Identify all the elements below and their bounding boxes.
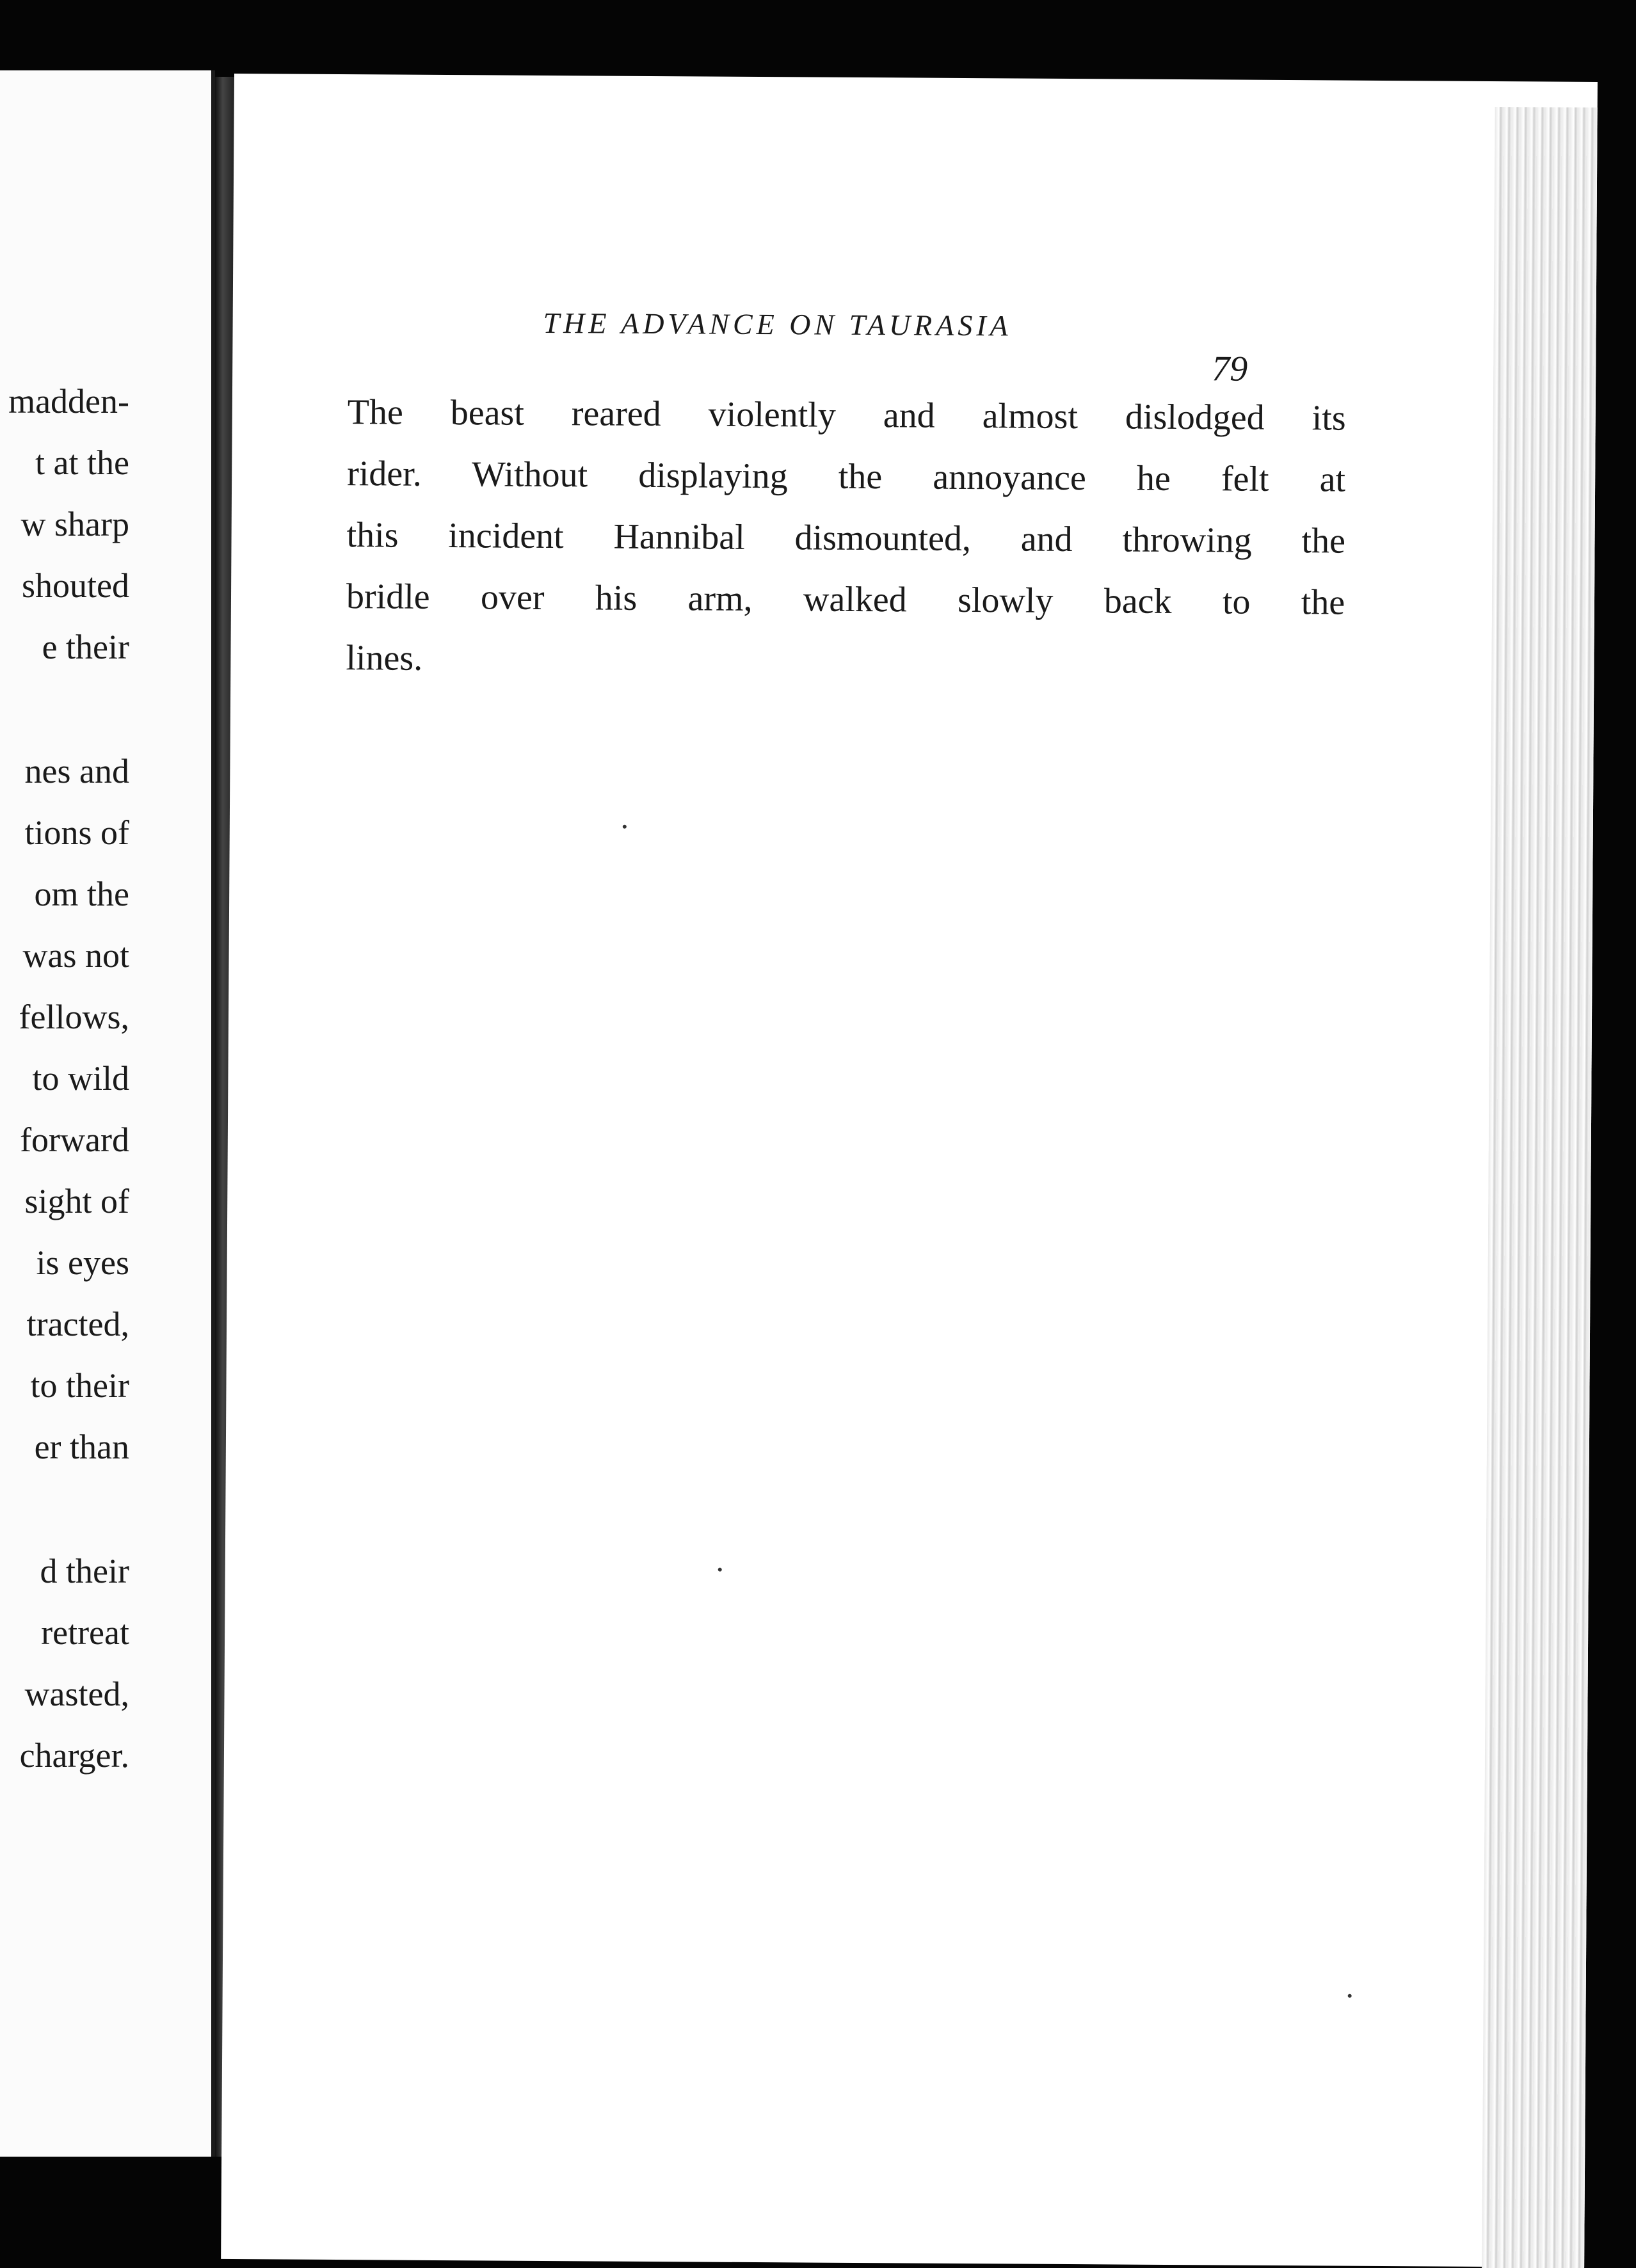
left-page-line: forward — [20, 1121, 129, 1159]
left-page-line: w sharp — [20, 505, 129, 543]
left-page-line: er than — [34, 1428, 129, 1466]
left-page-line: charger. — [19, 1736, 129, 1775]
left-page-line: to their — [30, 1366, 129, 1405]
page-edges — [1482, 107, 1598, 2268]
left-page-line: t at the — [35, 443, 129, 482]
left-page-line: tracted, — [26, 1305, 129, 1343]
left-page-line: sight of — [24, 1182, 129, 1220]
left-page-line: to wild — [32, 1059, 129, 1098]
body-text-line: bridle over his arm, walked slowly back to the — [346, 577, 1345, 623]
page-right — [221, 74, 1598, 2267]
left-page-line: is eyes — [36, 1243, 129, 1282]
facing-page-left — [0, 70, 215, 2157]
left-page-line: fellows, — [19, 998, 129, 1036]
body-text-line: The beast reared violently and almost dislodged its — [347, 392, 1346, 438]
left-page-line: madden- — [8, 382, 129, 420]
body-text-line: lines. — [346, 638, 423, 678]
left-page-line: was not — [22, 936, 129, 975]
paper-speck — [1348, 1994, 1352, 1998]
left-page-line: om the — [34, 875, 129, 913]
page-number: 79 — [1212, 349, 1248, 389]
running-head: THE ADVANCE ON TAURASIA — [543, 306, 1012, 342]
paper-speck — [718, 1568, 722, 1572]
left-page-line: tions of — [24, 813, 129, 852]
left-page-line: wasted, — [24, 1675, 129, 1713]
left-page-line: shouted — [22, 566, 129, 605]
left-page-line: nes and — [24, 752, 129, 790]
body-text-line: rider. Without displaying the annoyance he felt at — [346, 454, 1346, 500]
left-page-line: e their — [42, 628, 129, 666]
body-text-line: this incident Hannibal dismounted, and throwing the — [346, 515, 1346, 561]
paper-speck — [623, 825, 627, 829]
left-page-line: retreat — [41, 1613, 129, 1652]
left-page-line: d their — [40, 1552, 129, 1590]
